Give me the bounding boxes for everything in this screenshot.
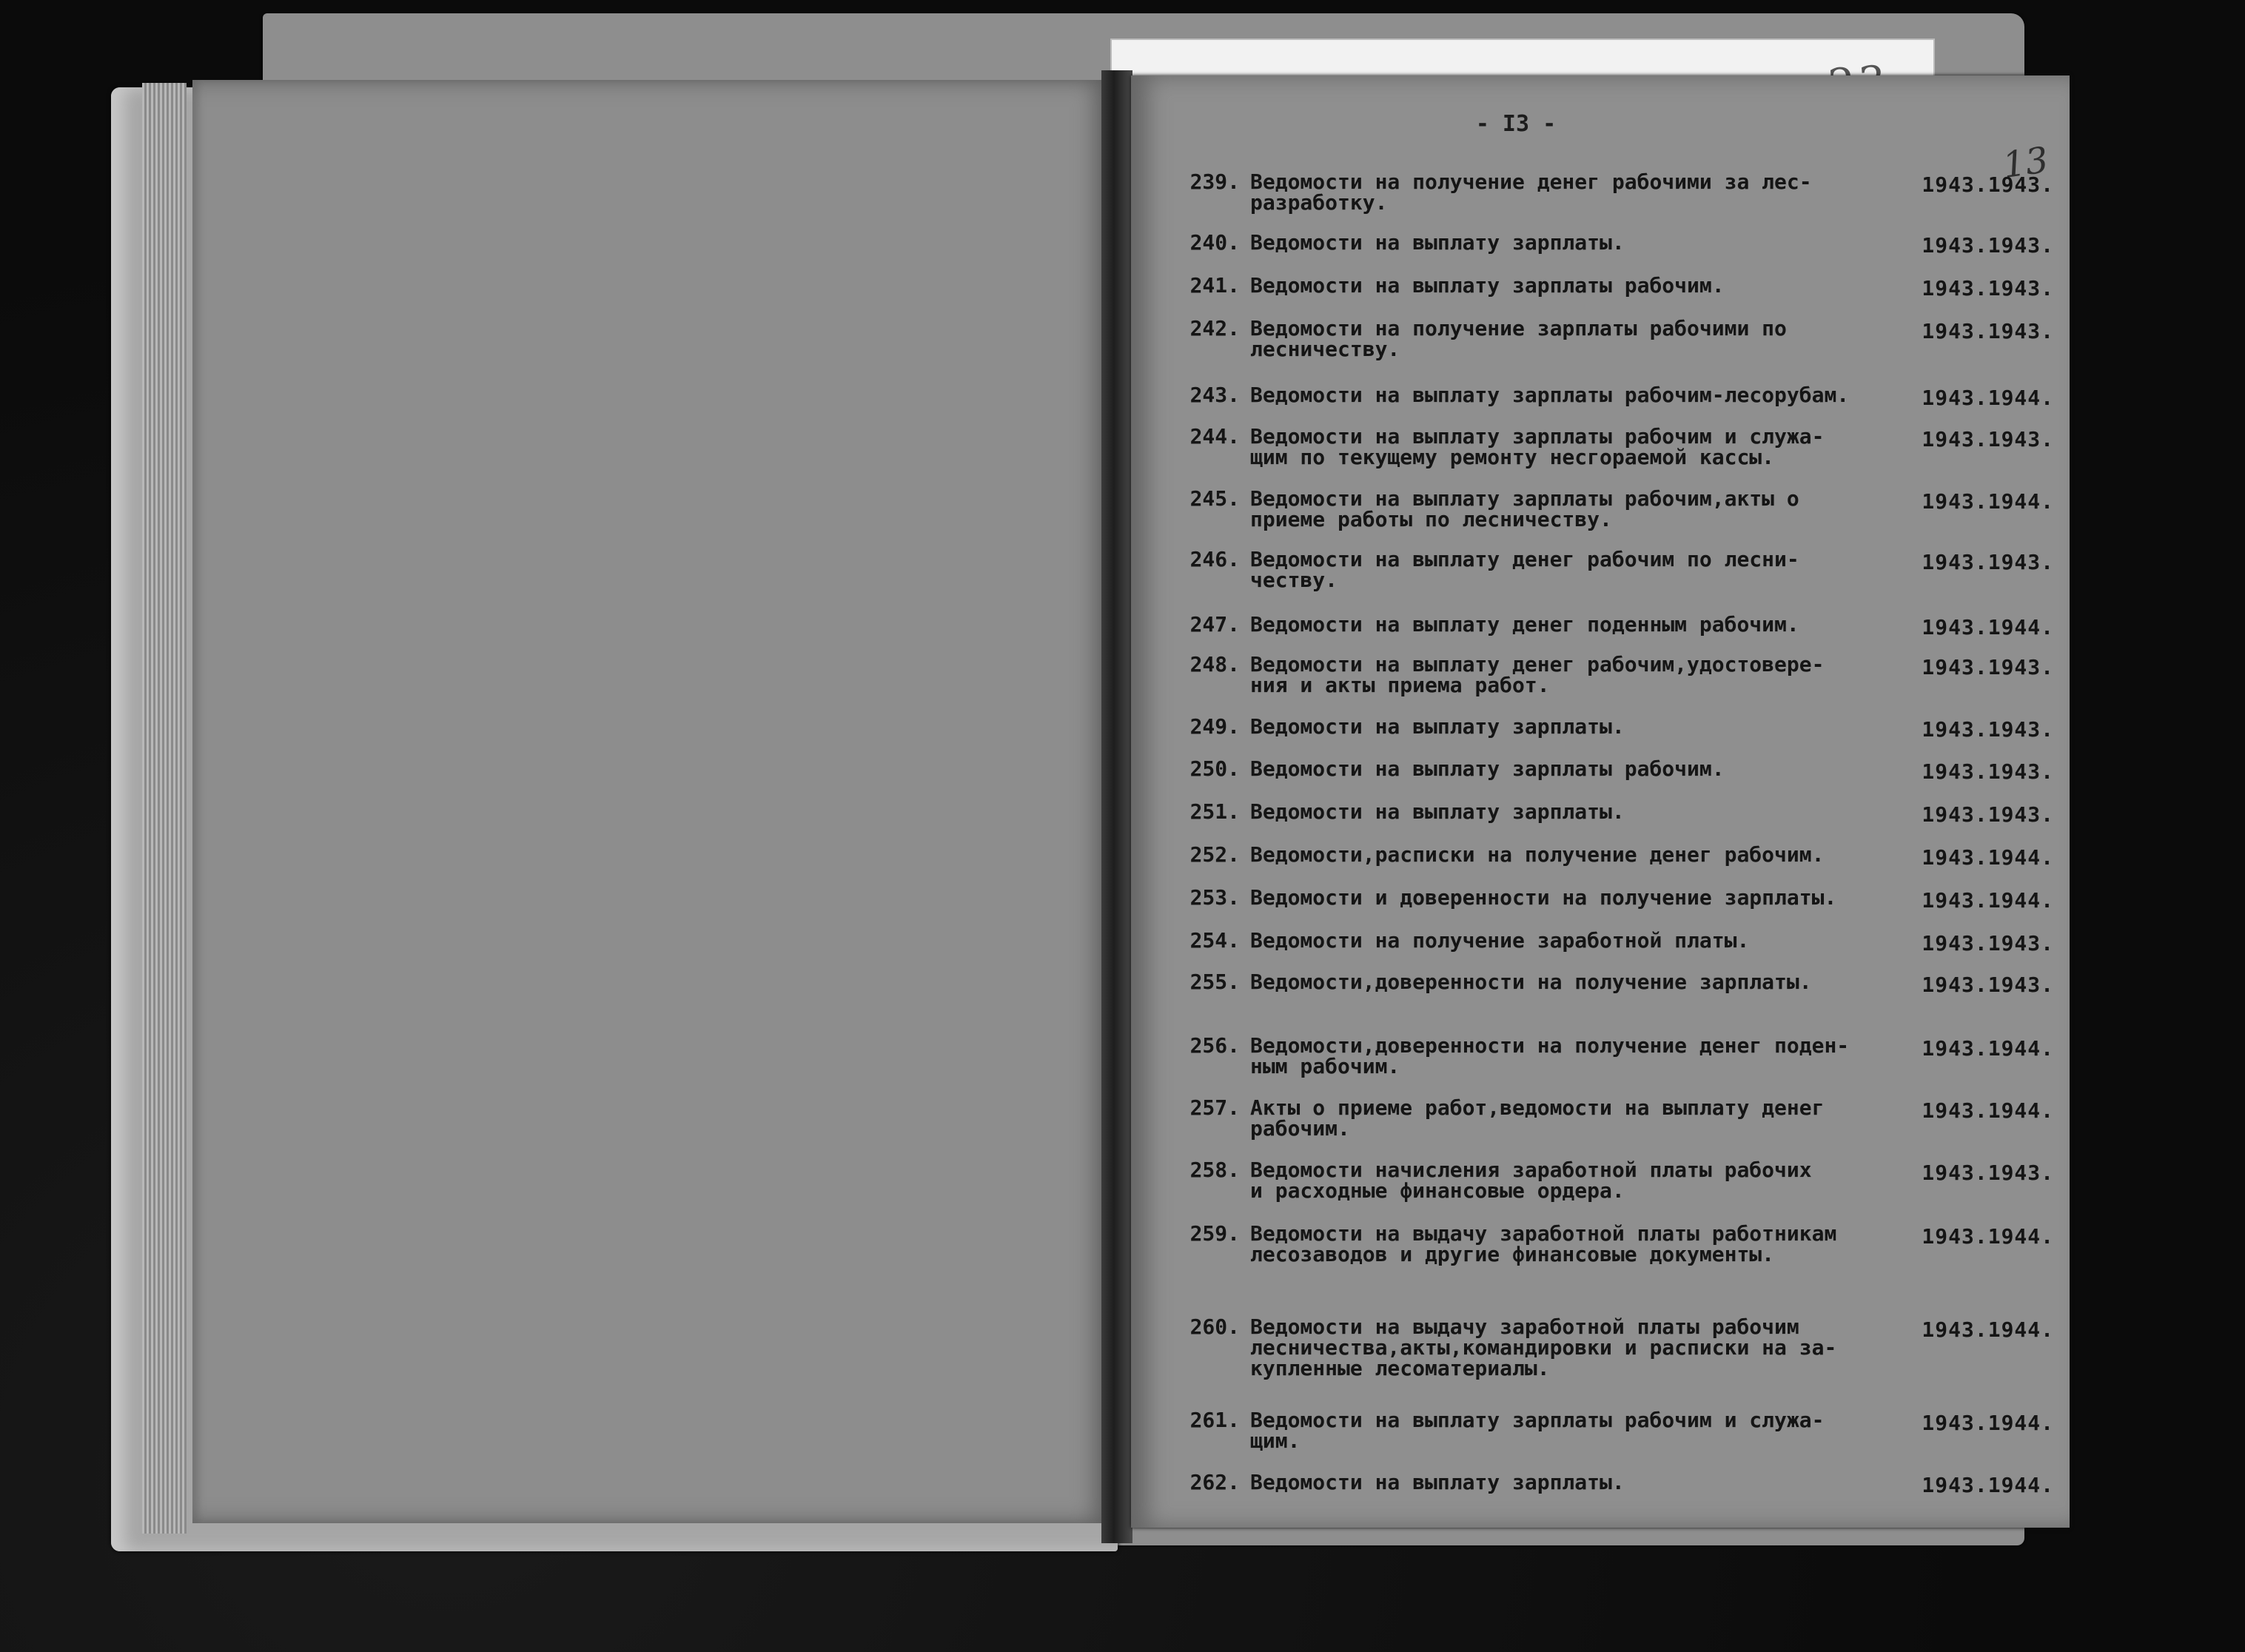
entry-dates: 1943.1943. (1922, 655, 2054, 679)
entry-number: 253. (1189, 885, 1240, 910)
inventory-entry (1166, 169, 2054, 231)
entry-description: Ведомости на выплату денег поденным рабочим. (1250, 612, 1799, 637)
inventory-entry (1166, 1033, 2054, 1095)
inventory-entry (1166, 486, 2054, 548)
entry-description: Ведомости на выплату зарплаты. (1250, 1470, 1625, 1494)
entry-description: Ведомости на выплату зарплаты рабочим и служа- щим. (1250, 1408, 1825, 1453)
entry-number: 256. (1189, 1033, 1240, 1058)
entry-dates: 1943.1943. (1922, 973, 2054, 997)
entry-number: 251. (1189, 799, 1240, 824)
folio-mark: 13 (2000, 139, 2051, 187)
entry-description: Ведомости на выплату денег рабочим по лесни- честву. (1250, 547, 1799, 592)
entry-description: Ведомости,доверенности на получение денег поден- ным рабочим. (1250, 1033, 1850, 1078)
entry-dates: 1943.1944. (1922, 1317, 2054, 1342)
entry-dates: 1943.1944. (1922, 845, 2054, 870)
inventory-entry (1166, 1158, 2054, 1219)
entry-number: 262. (1189, 1470, 1240, 1494)
entry-number: 241. (1189, 273, 1240, 298)
entry-description: Ведомости на выплату зарплаты. (1250, 230, 1625, 255)
entry-description: Ведомости на выдачу заработной платы работникам лесозаводов и другие финансовые документы. (1250, 1221, 1837, 1266)
entry-number: 250. (1189, 756, 1240, 781)
entry-description: Ведомости на выплату денег рабочим,удостовере- ния и акты приема работ. (1250, 652, 1825, 697)
entry-number: 260. (1189, 1314, 1240, 1339)
inventory-entry (1166, 1314, 2054, 1380)
inventory-entry (1166, 1095, 2054, 1157)
entry-description: Ведомости и доверенности на получение зарплаты. (1250, 885, 1837, 910)
entry-dates: 1943.1943. (1922, 759, 2054, 784)
book-gutter (1101, 70, 1132, 1543)
entry-dates: 1943.1944. (1922, 1098, 2054, 1123)
inventory-entry (1166, 652, 2054, 713)
entry-dates: 1943.1944. (1922, 489, 2054, 514)
entry-description: Ведомости на выплату зарплаты. (1250, 799, 1625, 824)
entry-dates: 1943.1943. (1922, 427, 2054, 451)
left-page-blank (192, 80, 1110, 1523)
entry-number: 242. (1189, 316, 1240, 340)
entry-dates: 1943.1943. (1922, 802, 2054, 827)
entry-dates: 1943.1943. (1922, 717, 2054, 742)
entry-number: 240. (1189, 230, 1240, 255)
entry-number: 249. (1189, 714, 1240, 739)
entry-dates: 1943.1943. (1922, 172, 2054, 197)
entry-number: 254. (1189, 928, 1240, 953)
entry-number: 258. (1189, 1158, 1240, 1182)
entry-number: 244. (1189, 424, 1240, 449)
entry-dates: 1943.1943. (1922, 276, 2054, 300)
entry-description: Ведомости на получение денег рабочими за лес- разработку. (1250, 169, 1812, 215)
entry-number: 239. (1189, 169, 1240, 194)
entry-dates: 1943.1943. (1922, 319, 2054, 343)
entry-description: Ведомости на получение зарплаты рабочими по лесничеству. (1250, 316, 1787, 361)
entry-description: Акты о приеме работ,ведомости на выплату денег рабочим. (1250, 1095, 1825, 1141)
entry-description: Ведомости,расписки на получение денег рабочим. (1250, 842, 1825, 867)
entry-dates: 1943.1943. (1922, 233, 2054, 258)
inventory-entry (1166, 316, 2054, 377)
entry-number: 248. (1189, 652, 1240, 676)
entry-number: 243. (1189, 383, 1240, 407)
entry-description: Ведомости на выплату зарплаты рабочим и служа- щим по текущему ремонту несгораемой кассы. (1250, 424, 1825, 469)
inventory-entry (1166, 1470, 2054, 1531)
entry-dates: 1943.1943. (1922, 550, 2054, 574)
entry-description: Ведомости,доверенности на получение зарплаты. (1250, 970, 1812, 994)
entry-number: 245. (1189, 486, 1240, 511)
entry-description: Ведомости на получение заработной платы. (1250, 928, 1750, 953)
entry-description: Ведомости на выплату зарплаты. (1250, 714, 1625, 739)
entry-dates: 1943.1944. (1922, 888, 2054, 913)
entry-number: 255. (1189, 970, 1240, 994)
entry-dates: 1943.1944. (1922, 615, 2054, 639)
inventory-entry (1166, 970, 2054, 1031)
entry-number: 247. (1189, 612, 1240, 637)
entry-number: 252. (1189, 842, 1240, 867)
entry-number: 257. (1189, 1095, 1240, 1120)
entry-description: Ведомости на выдачу заработной платы рабочим лесничества,акты,командировки и расписки на за- купленные лесоматериалы. (1250, 1314, 1837, 1380)
entry-dates: 1943.1944. (1922, 1473, 2054, 1497)
entry-dates: 1943.1944. (1922, 1411, 2054, 1435)
entry-description: Ведомости на выплату зарплаты рабочим-лесорубам. (1250, 383, 1850, 407)
entry-description: Ведомости на выплату зарплаты рабочим. (1250, 273, 1725, 298)
inventory-entry (1166, 547, 2054, 608)
entry-dates: 1943.1943. (1922, 1161, 2054, 1185)
entry-description: Ведомости на выплату зарплаты рабочим. (1250, 756, 1725, 781)
entry-description: Ведомости начисления заработной платы рабочих и расходные финансовые ордера. (1250, 1158, 1812, 1203)
inventory-entry (1166, 1408, 2054, 1469)
entry-description: Ведомости на выплату зарплаты рабочим,акты о приеме работы по лесничеству. (1250, 486, 1799, 531)
inventory-entry (1166, 424, 2054, 486)
entry-dates: 1943.1944. (1922, 1036, 2054, 1061)
entry-dates: 1943.1944. (1922, 386, 2054, 410)
entry-dates: 1943.1944. (1922, 1224, 2054, 1249)
entry-number: 259. (1189, 1221, 1240, 1246)
entry-dates: 1943.1943. (1922, 931, 2054, 956)
entry-number: 261. (1189, 1408, 1240, 1432)
page-edges (142, 83, 187, 1534)
page-number: - I3 - (1475, 111, 1557, 137)
entry-number: 246. (1189, 547, 1240, 571)
inventory-entry (1166, 1221, 2054, 1283)
